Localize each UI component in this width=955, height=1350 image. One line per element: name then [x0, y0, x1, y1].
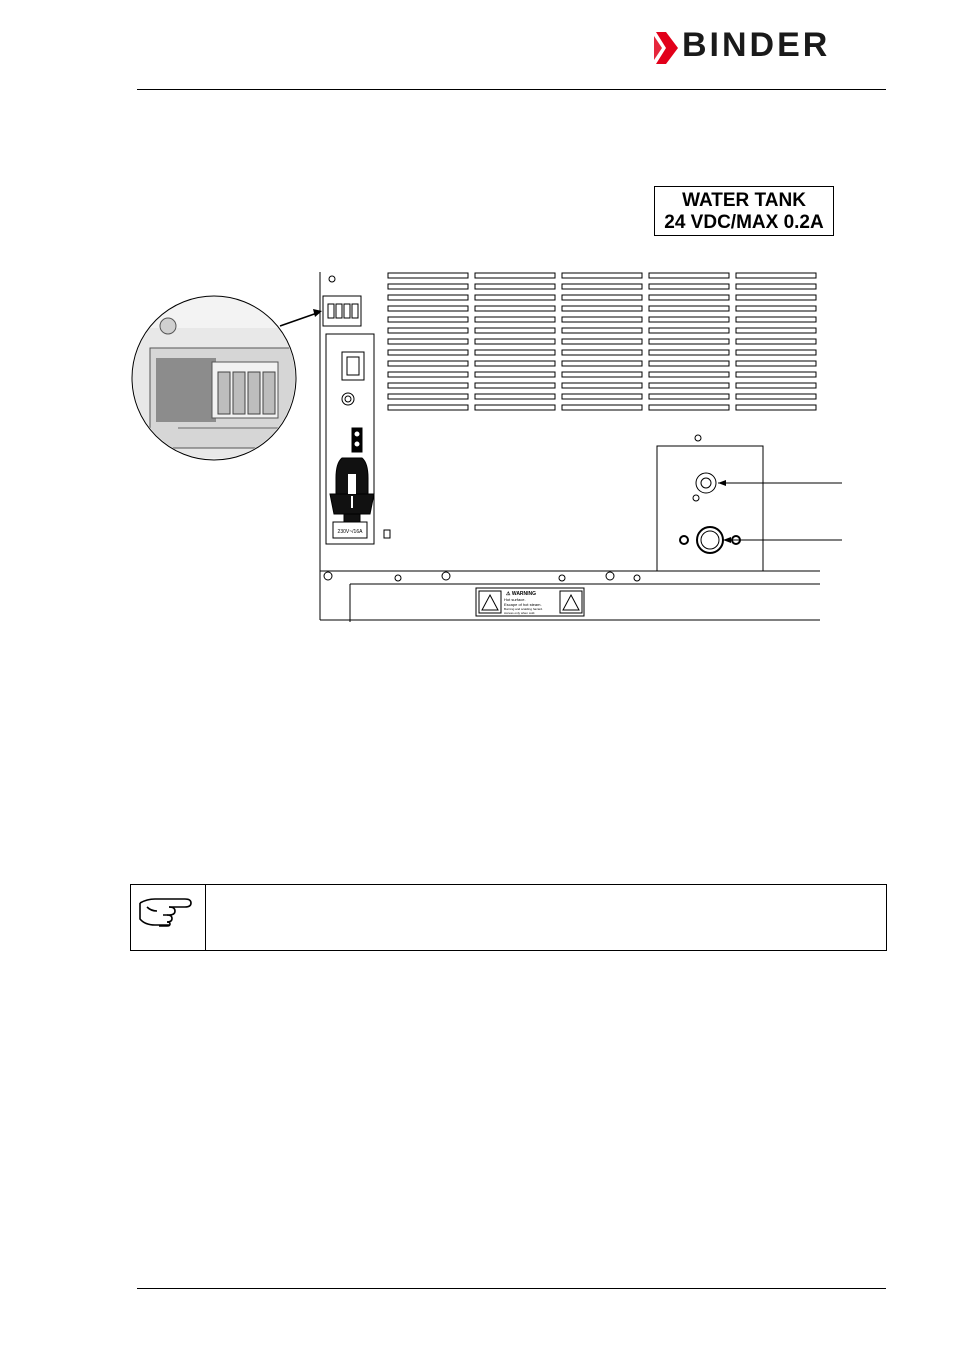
water-tank-connector-label [654, 186, 834, 236]
warning-line-3: Burning and scalding hazard. [504, 607, 543, 611]
binder-logo [652, 28, 892, 68]
pointing-hand-icon [137, 891, 195, 929]
label-line-2: 24 VDC/MAX 0.2A [664, 212, 824, 233]
brand-name: BINDER [682, 26, 831, 64]
socket-rating-text: 230V~/16A [337, 529, 363, 535]
rear-panel-drawing [130, 268, 850, 630]
note-icon-cell [131, 885, 206, 950]
warning-line-2: Escape of hot steam. [504, 602, 542, 607]
header-divider [137, 89, 886, 90]
connector-detail-zoom [130, 296, 322, 460]
warning-line-1: Hot surface. [504, 597, 526, 602]
warning-line-4: Access only when cold. [504, 611, 536, 615]
note-box [130, 884, 887, 951]
warning-title: ⚠ WARNING [506, 591, 537, 597]
footer-divider [137, 1288, 886, 1289]
label-line-1: WATER TANK [682, 190, 806, 211]
binder-logo-mark-icon [654, 30, 680, 66]
